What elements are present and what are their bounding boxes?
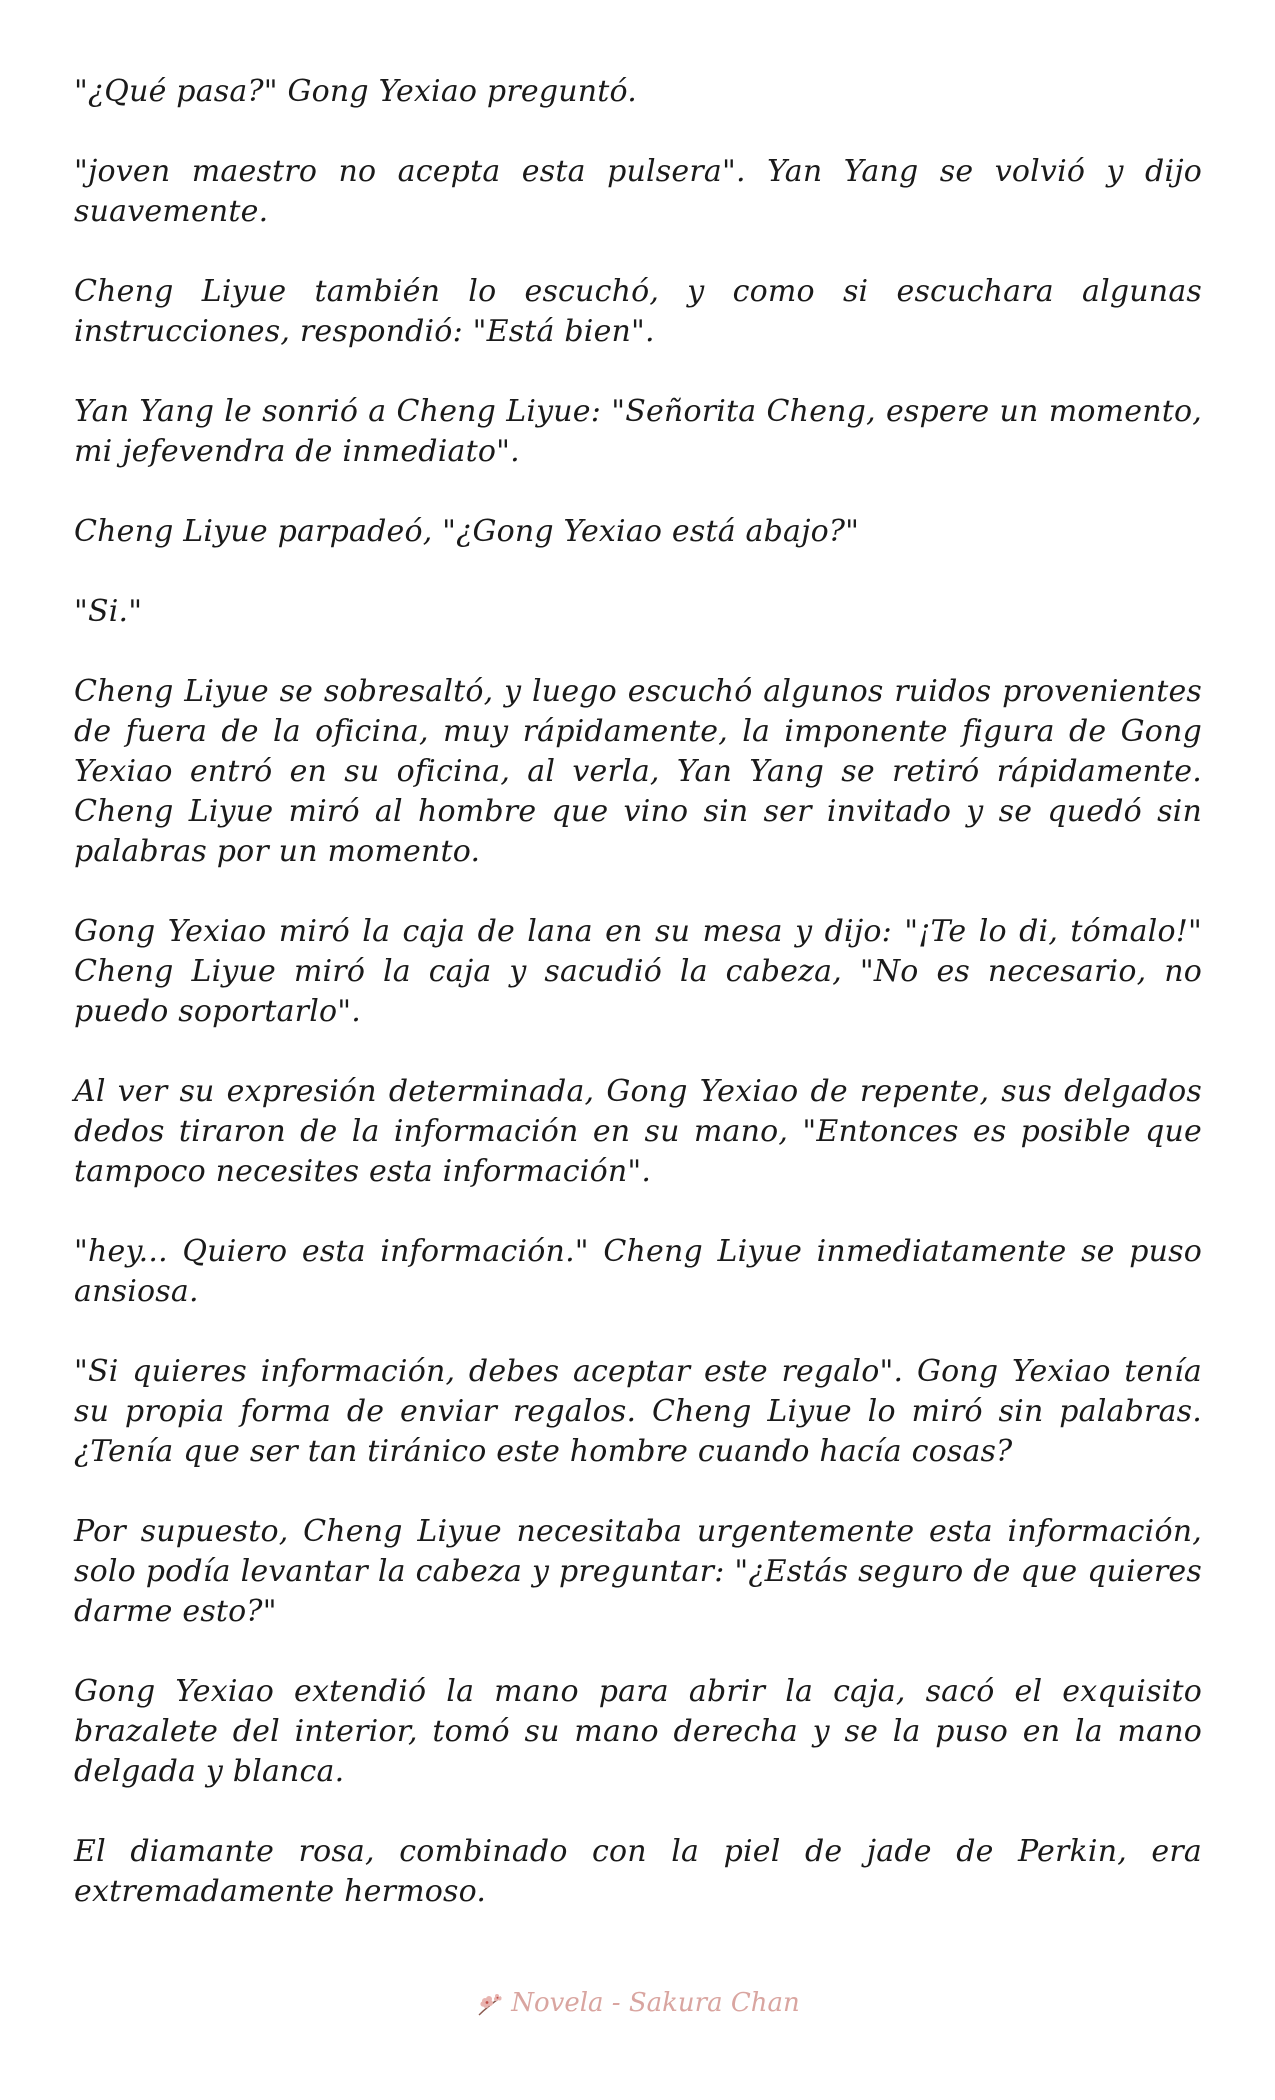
paragraph: El diamante rosa, combinado con la piel de jade de Perkin, era extremadamente hermoso.: [74, 1834, 1202, 1909]
document-body: [74, 72, 1202, 1952]
watermark-text: Novela - Sakura Chan: [511, 1988, 800, 2018]
paragraph: Gong Yexiao extendió la mano para abrir la caja, sacó el exquisito brazalete del interior, tomó su mano derecha y se la puso en la mano delgada y blanca.: [74, 1674, 1202, 1789]
paragraph: "joven maestro no acepta esta pulsera". Yan Yang se volvió y dijo suavemente.: [74, 154, 1202, 229]
paragraph: "hey... Quiero esta información." Cheng Liyue inmediatamente se puso ansiosa.: [74, 1234, 1202, 1309]
cherry-blossom-icon: [475, 1989, 505, 2019]
paragraph: Cheng Liyue también lo escuchó, y como si escuchara algunas instrucciones, respondió: "Está bien".: [74, 274, 1202, 349]
paragraph: Al ver su expresión determinada, Gong Yexiao de repente, sus delgados dedos tiraron de la información en su mano, "Entonces es posible que tampoco necesites esta información".: [74, 1074, 1202, 1189]
paragraph: "Si quieres información, debes aceptar este regalo". Gong Yexiao tenía su propia forma de enviar regalos. Cheng Liyue lo miró sin palabras. ¿Tenía que ser tan tiránico este hombre cuando hacía cosas?: [74, 1354, 1202, 1469]
paragraph: "¿Qué pasa?" Gong Yexiao preguntó.: [74, 74, 637, 109]
paragraph: Por supuesto, Cheng Liyue necesitaba urgentemente esta información, solo podía levantar la cabeza y preguntar: "¿Estás seguro de que quieres darme esto?": [74, 1514, 1202, 1629]
paragraph: Yan Yang le sonrió a Cheng Liyue: "Señorita Cheng, espere un momento, mi jefevendra de inmediato".: [74, 394, 1202, 469]
watermark: [0, 1988, 1275, 2019]
paragraph: Cheng Liyue se sobresaltó, y luego escuchó algunos ruidos provenientes de fuera de la oficina, muy rápidamente, la imponente figura de Gong Yexiao entró en su oficina, al verla, Yan Yang se retiró rápidamente. Cheng Liyue miró al hombre que vino sin ser invitado y se quedó sin palabras por un momento.: [74, 674, 1202, 869]
paragraph: "Si.": [74, 594, 143, 629]
paragraph: Cheng Liyue parpadeó, "¿Gong Yexiao está abajo?": [74, 514, 860, 549]
paragraph: Gong Yexiao miró la caja de lana en su mesa y dijo: "¡Te lo di, tómalo!" Cheng Liyue miró la caja y sacudió la cabeza, "No es necesario, no puedo soportarlo".: [74, 914, 1202, 1029]
